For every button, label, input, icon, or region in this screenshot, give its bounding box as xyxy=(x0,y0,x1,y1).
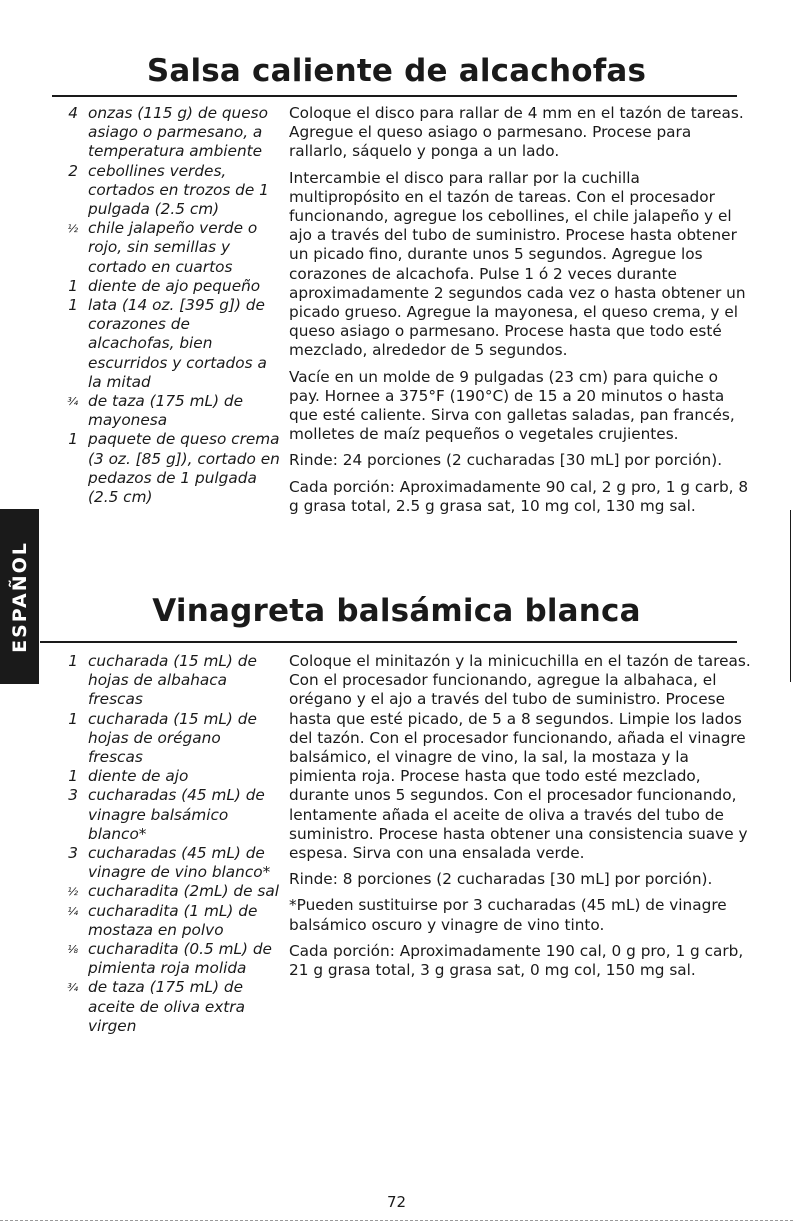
method-text xyxy=(289,104,751,523)
ingredient-item: ¾ de taza (175 mL) de aceite de oliva extra virgen xyxy=(67,978,245,1035)
ingredient-item: 1 diente de ajo xyxy=(68,767,189,786)
ingredient-item: 1 diente de ajo pequeño xyxy=(68,276,261,295)
nutrition-text: Cada porción: Aproximadamente 90 cal, 2 g pro, 1 g carb, 8 g grasa total, 2.5 g grasa sat, 10 mg col, 130 mg sal. xyxy=(289,477,749,515)
method-paragraph: Intercambie el disco para rallar por la cuchilla multipropósito en el tazón de tareas. Con el procesador funcionando, agregue los cebollines, el chile jalapeño y el ajo a través del tubo de suministro. Procese hasta obtener un picado fino, durante unos 5 segundos. Agregue los corazones de alcachofa. Pulse 1 ó 2 veces durante aproximadamente 2 segundos cada vez o hasta obtener un picado grueso. Agregue la mayonesa, el queso crema, y el queso asiago o parmesano. Procese hasta que todo esté mezclado, alrededor de 5 segundos. xyxy=(289,168,746,360)
ingredient-item: 4 onzas (115 g) de queso asiago o parmesano, a temperatura ambiente xyxy=(68,104,268,161)
ingredient-item: ⅛ cucharadita (0.5 mL) de pimienta roja molida xyxy=(67,940,272,978)
title-rule xyxy=(52,95,737,97)
ingredient-list xyxy=(52,652,280,1036)
bottom-divider xyxy=(0,1220,793,1221)
method-paragraph: Vacíe en un molde de 9 pulgadas (23 cm) para quiche o pay. Hornee a 375°F (190°C) de 15 a 20 minutos o hasta que esté caliente. Sirva con galletas saladas, pan francés, molletes de maíz pequeños o vegetales crujientes. xyxy=(289,367,735,444)
language-tab-label: ESPAÑOL xyxy=(8,540,31,653)
ingredient-item: ¾ de taza (175 mL) de mayonesa xyxy=(67,392,244,430)
method-text xyxy=(289,652,751,987)
yield-text: Rinde: 8 porciones (2 cucharadas [30 mL] por porción). xyxy=(289,870,713,889)
method-paragraph: Coloque el minitazón y la minicuchilla en el tazón de tareas. Con el procesador funcionando, agregue la albahaca, el orégano y el ajo a través del tubo de suministro. Procese hasta que esté picado, de 5 a 8 segundos. Limpie los lados del tazón. Con el procesador funcionando, añada el vinagre balsámico, el vinagre de vino, la sal, la mostaza y la pimienta roja. Procese hasta que todo esté mezclado, durante unos 5 segundos. Con el procesador funcionando, lentamente añada el aceite de oliva a través del tubo de suministro. Procese hasta obtener una consistencia suave y espesa. Sirva con una ensalada verde. xyxy=(289,652,751,863)
page-number: 72 xyxy=(386,1193,407,1211)
language-tab xyxy=(0,509,39,684)
page-edge-mark xyxy=(790,510,791,682)
recipe-title: Vinagreta balsámica blanca xyxy=(152,593,641,629)
title-rule xyxy=(40,641,737,643)
ingredient-item: ¼ cucharadita (1 mL) de mostaza en polvo xyxy=(67,901,258,939)
ingredient-item: 1 paquete de queso crema (3 oz. [85 g]), cortado en pedazos de 1 pulgada (2.5 cm) xyxy=(68,430,280,507)
nutrition-text: Cada porción: Aproximadamente 190 cal, 0 g pro, 1 g carb, 21 g grasa total, 3 g grasa sat, 0 mg col, 150 mg sal. xyxy=(289,941,744,980)
ingredient-item: 1 cucharada (15 mL) de hojas de orégano frescas xyxy=(68,709,257,767)
ingredient-item: ½ cucharadita (2mL) de sal xyxy=(67,882,279,901)
ingredient-item: 3 cucharadas (45 mL) de vinagre balsámico blanco* xyxy=(68,786,265,843)
yield-text: Rinde: 24 porciones (2 cucharadas [30 mL] por porción). xyxy=(289,451,723,470)
ingredient-item: 2 cebollines verdes, cortados en trozos de 1 pulgada (2.5 cm) xyxy=(68,161,269,219)
ingredient-item: ½ chile jalapeño verde o rojo, sin semillas y cortado en cuartos xyxy=(67,219,258,276)
ingredient-item: 1 lata (14 oz. [395 g]) de corazones de alcachofas, bien escurridos y cortados a la mitad xyxy=(68,296,267,391)
ingredient-item: 3 cucharadas (45 mL) de vinagre de vino blanco* xyxy=(68,844,271,882)
ingredient-item: 1 cucharada (15 mL) de hojas de albahaca frescas xyxy=(68,652,257,709)
method-paragraph: Coloque el disco para rallar de 4 mm en el tazón de tareas. Agregue el queso asiago o parmesano. Procese para rallarlo, sáquelo y ponga a un lado. xyxy=(289,104,744,161)
recipe-title: Salsa caliente de alcachofas xyxy=(146,53,647,89)
footnote-text: *Pueden sustituirse por 3 cucharadas (45 mL) de vinagre balsámico oscuro y vinagre de vino tinto. xyxy=(289,896,727,934)
ingredient-list xyxy=(52,104,280,507)
